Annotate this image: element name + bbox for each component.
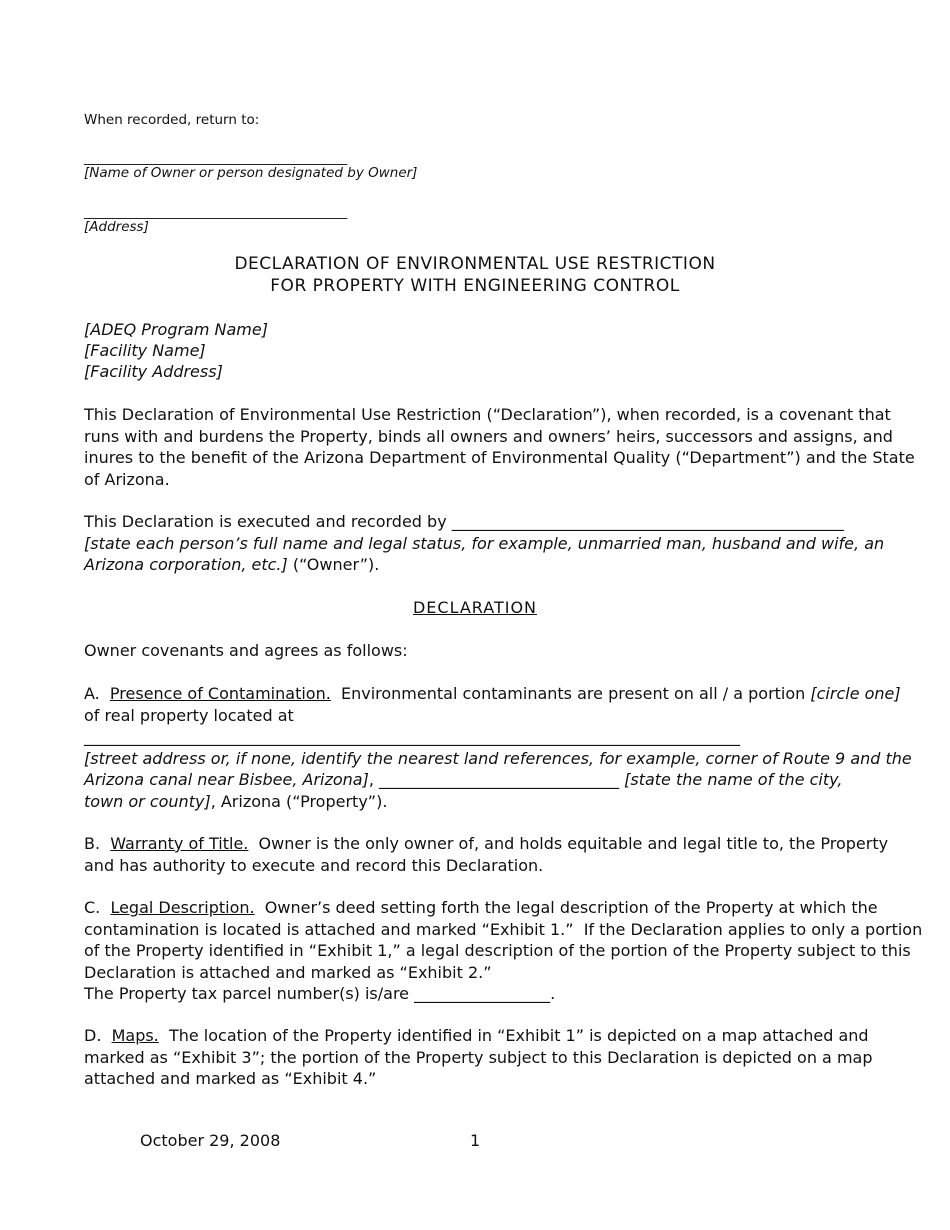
section-a-text: Environmental contaminants are present on all / a portion	[330, 684, 811, 703]
footer-date: October 29, 2008	[140, 1131, 281, 1150]
section-c-line-4: Declaration is attached and marked as “Exhibit 2.”	[84, 962, 492, 982]
address-instruction: [street address or, if none, identify the nearest land references, for example, corner of Route 9 and the	[84, 748, 912, 768]
section-b-heading: Warranty of Title.	[110, 834, 249, 853]
address-blank: _______________________________________	[84, 204, 348, 220]
section-c-line-3: of the Property identified in “Exhibit 1,” a legal description of the portion of the Property subject to this	[84, 941, 911, 960]
covenants-intro: Owner covenants and agrees as follows:	[84, 641, 408, 660]
section-b	[84, 833, 889, 876]
city-instruction: [state the name of the city,	[624, 770, 843, 789]
section-d-line-2: marked as “Exhibit 3”; the portion of the Property subject to this Declaration is depicted on a map	[84, 1047, 873, 1067]
page-number: 1	[470, 1131, 481, 1150]
section-a-heading: Presence of Contamination.	[109, 684, 331, 703]
section-c	[84, 897, 923, 1005]
city-blank: , ______________________________	[368, 770, 625, 789]
section-d-letter: D.	[84, 1026, 102, 1045]
declaration-heading	[0, 597, 950, 619]
program-name: [ADEQ Program Name]	[84, 320, 268, 339]
section-d-line-3: attached and marked as “Exhibit 4.”	[84, 1069, 377, 1088]
intro-line: This Declaration of Environmental Use Restriction (“Declaration”), when recorded, is a covenant that	[84, 405, 891, 424]
document-title-line-1: DECLARATION OF ENVIRONMENTAL USE RESTRICTION	[234, 254, 716, 274]
facility-address: [Facility Address]	[84, 362, 223, 381]
section-a-letter: A.	[84, 684, 100, 703]
section-a	[84, 683, 912, 812]
section-b-text: Owner is the only owner of, and holds equitable and legal title to, the Property	[248, 834, 889, 853]
owner-name-blank: _______________________________________	[84, 150, 348, 166]
section-a-line-6	[84, 791, 874, 813]
city-instruction-end: town or county]	[84, 791, 211, 811]
executed-paragraph	[84, 511, 885, 576]
section-c-text: Owner’s deed setting forth the legal description of the Property at which the	[254, 898, 878, 917]
section-a-line-1	[84, 683, 901, 705]
section-b-line-2: and has authority to execute and record this Declaration.	[84, 855, 544, 875]
declaration-heading-text: DECLARATION	[412, 598, 538, 617]
facility-name: [Facility Name]	[84, 341, 206, 360]
section-d-heading: Maps.	[111, 1026, 159, 1045]
intro-paragraph	[84, 404, 915, 490]
section-d-line-1	[84, 1025, 874, 1047]
executed-line: This Declaration is executed and recorded by _________________________________________________	[84, 512, 844, 531]
return-to-label: When recorded, return to:	[84, 112, 260, 128]
executed-instruction: [state each person’s full name and legal status, for example, unmarried man, husband and wife, an	[84, 533, 885, 553]
intro-line: of Arizona.	[84, 469, 170, 489]
address-caption: [Address]	[84, 219, 149, 235]
property-address-blank: __________________________________________________________________________________	[84, 727, 740, 746]
section-c-line-2: contamination is located is attached and marked “Exhibit 1.” If the Declaration applies to only a portion	[84, 919, 923, 939]
owner-name-caption: [Name of Owner or person designated by Owner]	[84, 165, 418, 181]
executed-instruction-end: Arizona corporation, etc.]	[84, 555, 288, 574]
section-c-line-1	[84, 897, 878, 919]
section-a-line-2: of real property located at	[84, 705, 294, 725]
address-instruction-end: Arizona canal near Bisbee, Arizona]	[84, 770, 369, 789]
intro-line: inures to the benefit of the Arizona Department of Environmental Quality (“Department”) and the State	[84, 448, 915, 467]
section-d	[84, 1025, 874, 1090]
section-b-line-1	[84, 833, 889, 855]
section-c-letter: C.	[84, 898, 101, 917]
tax-parcel-line: The Property tax parcel number(s) is/are _________________.	[84, 984, 556, 1003]
section-d-text: The location of the Property identified in “Exhibit 1” is depicted on a map attached and	[158, 1026, 869, 1045]
executed-line-3	[84, 554, 874, 576]
intro-line: runs with and burdens the Property, binds all owners and owners’ heirs, successors and assigns, and	[84, 426, 893, 446]
section-b-letter: B.	[84, 834, 101, 853]
circle-one-note: [circle one]	[810, 684, 901, 703]
section-c-heading: Legal Description.	[110, 898, 255, 917]
document-title-line-2: FOR PROPERTY WITH ENGINEERING CONTROL	[270, 276, 680, 296]
property-term: , Arizona (“Property”).	[210, 791, 388, 811]
owner-term: (“Owner”).	[287, 555, 380, 574]
section-a-line-5	[84, 769, 874, 791]
